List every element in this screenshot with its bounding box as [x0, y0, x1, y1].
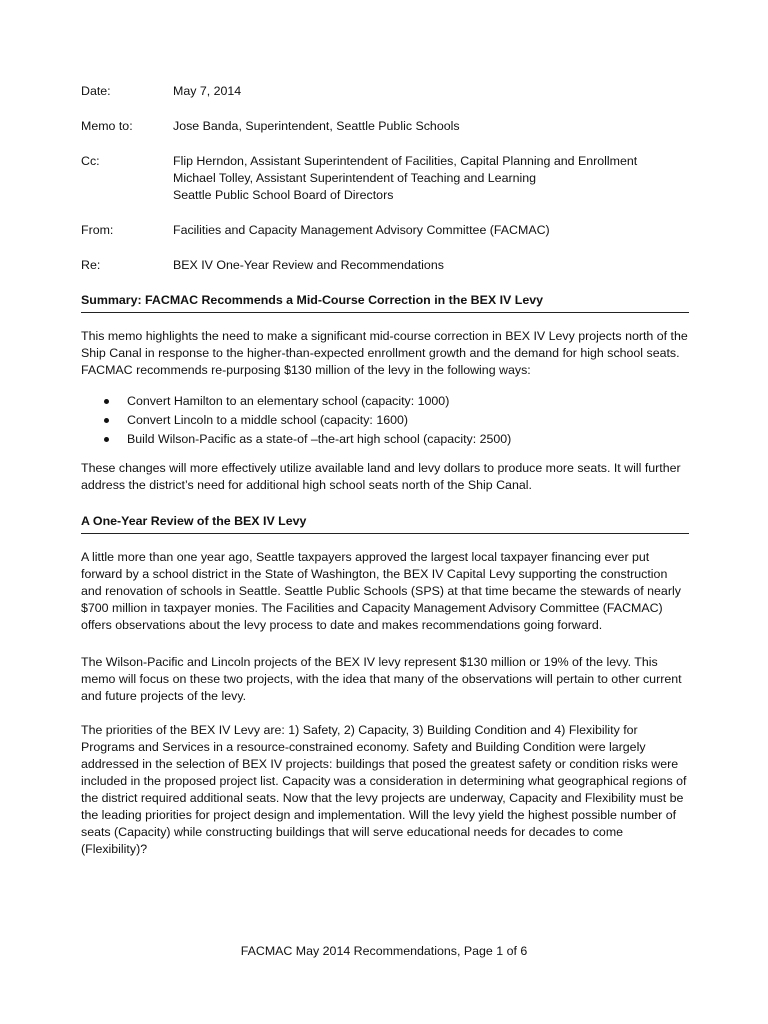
date-label: Date: [81, 84, 111, 98]
list-item-text: Convert Lincoln to a middle school (capacity: 1600) [127, 413, 409, 427]
list-item-text: Convert Hamilton to an elementary school (capacity: 1000) [127, 394, 450, 408]
page-footer: FACMAC May 2014 Recommendations, Page 1 of 6 [240, 944, 528, 958]
list-item [81, 412, 689, 431]
memo-to-label: Memo to: [81, 119, 133, 133]
cc-line: Flip Herndon, Assistant Superintendent of Facilities, Capital Planning and Enrollment [173, 154, 638, 168]
summary-heading: Summary: FACMAC Recommends a Mid-Course Correction in the BEX IV Levy [81, 292, 689, 313]
review-paragraph: The Wilson-Pacific and Lincoln projects of the BEX IV levy represent $130 million or 19% of the levy. This memo will focus on these two projects, with the idea that many of the observations will pertain to other current and future projects of the levy. [81, 655, 682, 703]
list-item [81, 393, 689, 412]
cc-label: Cc: [81, 154, 100, 168]
bullet-icon [104, 437, 109, 442]
cc-line: Michael Tolley, Assistant Superintendent of Teaching and Learning [173, 171, 537, 185]
summary-intro: This memo highlights the need to make a significant mid-course correction in BEX IV Levy projects north of the Ship Canal in response to the higher-than-expected enrollment growth and the demand for high school seats. FACMAC recommends re-purposing $130 million of the levy in the following ways: [81, 329, 688, 377]
list-item [81, 431, 689, 450]
review-heading: A One-Year Review of the BEX IV Levy [81, 513, 689, 534]
bullet-icon [104, 399, 109, 404]
list-item-text: Build Wilson-Pacific as a state-of –the-art high school (capacity: 2500) [127, 432, 512, 446]
recommendation-list [81, 393, 689, 450]
bullet-icon [104, 418, 109, 423]
from-label: From: [81, 223, 114, 237]
review-paragraph: The priorities of the BEX IV Levy are: 1) Safety, 2) Capacity, 3) Building Condition and 4) Flexibility for Programs and Services in a resource-constrained economy. Safety and Building Condition were largely addressed in the selection of BEX IV projects: buildings that posed the greatest safety or condition risks were included in the proposed project list. Capacity was a consideration in determining what geographical regions of the district required additional seats. Now that the levy projects are underway, Capacity and Flexibility must be the leading priorities for project design and implementation. Will the levy yield the highest possible number of seats (Capacity) while constructing buildings that will serve educational needs for decades to come (Flexibility)? [81, 723, 687, 856]
re-value: BEX IV One-Year Review and Recommendations [173, 258, 444, 272]
cc-value [173, 153, 689, 204]
date-value: May 7, 2014 [173, 84, 242, 98]
from-value: Facilities and Capacity Management Advisory Committee (FACMAC) [173, 223, 550, 237]
re-label: Re: [81, 258, 101, 272]
cc-line: Seattle Public School Board of Directors [173, 188, 394, 202]
memo-to-value: Jose Banda, Superintendent, Seattle Public Schools [173, 119, 460, 133]
summary-closing: These changes will more effectively utilize available land and levy dollars to produce more seats. It will further address the district’s need for additional high school seats north of the Ship Canal. [81, 461, 681, 492]
review-paragraph: A little more than one year ago, Seattle taxpayers approved the largest local taxpayer financing ever put forward by a school district in the State of Washington, the BEX IV Capital Levy supporting the construction and renovation of schools in Seattle. Seattle Public Schools (SPS) at that time became the stewards of nearly $700 million in taxpayer monies. The Facilities and Capacity Management Advisory Committee (FACMAC) offers observations about the levy process to date and makes recommendations going forward. [81, 550, 681, 632]
